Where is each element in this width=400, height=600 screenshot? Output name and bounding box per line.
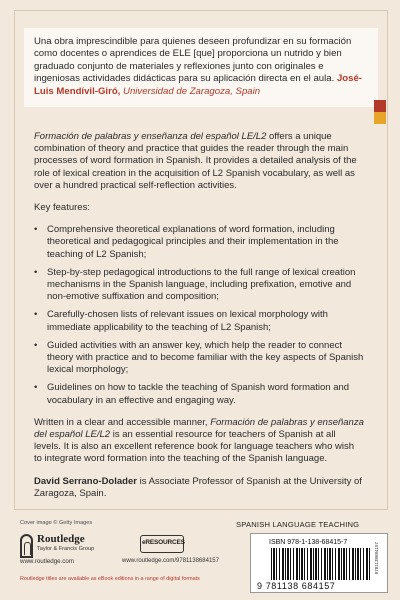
eresources-label: eRESOURCES — [142, 539, 185, 546]
endorsement-quote — [24, 28, 378, 107]
publisher-url[interactable]: www.routledge.com — [20, 558, 74, 565]
isbn-barcode — [250, 533, 388, 593]
intro-book-title: Formación de palabras y enseñanza del español LE/L2 — [34, 131, 267, 142]
intro-text: offers a unique combination of theory and practice that guides the reader through the main processes of word formation in Spanish. It provides a detailed analysis of the role of lexical creation in the acquisition of L2 Spanish vocabulary, as well as over a hundred practical self-reflection activities. — [34, 131, 357, 191]
publisher-subtitle: Taylor & Francis Group — [37, 546, 95, 552]
eresources-logo — [140, 535, 186, 557]
quote-author: José-Luis Mendívil-Giró, — [34, 73, 362, 97]
quote-text: Una obra imprescindible para quienes deseen profundizar en su formación como docentes o aprendices de ELE [que] proporciona un nutrido y bien graduado conjunto de materiales y reflexiones junto con originales e ingeniosas actividades didácticas para su aplicación directa en el aula. — [34, 36, 352, 85]
ebook-note: Routledge titles are available as eBook editions in a range of digital formats — [20, 576, 200, 582]
side-code — [372, 540, 384, 588]
eresources-url[interactable]: www.routledge.com/9781138684157 — [122, 558, 219, 564]
barcode-digits: 9 781138 684157 — [257, 581, 336, 591]
closing-paragraph — [34, 417, 364, 466]
author-bio — [34, 476, 364, 500]
feature-item: • Step-by-step pedagogical introductions to the full range of lexical creation mechanisms in the Spanish language, including prefixation, emotive and non-emotive suffixation and composition; — [34, 267, 364, 304]
series-name: SPANISH LANGUAGE TEACHING — [236, 520, 360, 529]
isbn-number: ISBN 978-1-138-68415-7 — [269, 539, 348, 546]
accent-square-yellow — [374, 112, 386, 124]
feature-item: • Comprehensive theoretical explanations of word formation, including theoretical and pedagogical principles and their implementation in the teaching of L2 Spanish; — [34, 224, 364, 261]
cover-credit: Cover image © Getty Images — [20, 520, 93, 526]
features-list — [34, 224, 364, 407]
bio-name: David Serrano-Dolader — [34, 475, 137, 487]
feature-item: • Guided activities with an answer key, which help the reader to connect theory with practice and to become familiar with the key aspects of Spanish lexical morphology; — [34, 340, 364, 377]
back-cover-footer — [0, 513, 400, 600]
barcode-bars — [271, 548, 371, 580]
feature-item: • Guidelines on how to tackle the teaching of Spanish word formation and vocabulary in an effective and engaging way. — [34, 382, 364, 406]
feature-item: • Carefully-chosen lists of relevant issues on lexical morphology with immediate applicability to the teaching of L2 Spanish; — [34, 309, 364, 333]
side-code-text: 9781138684157 — [374, 542, 379, 575]
back-cover-description — [34, 131, 364, 510]
routledge-arch-icon — [20, 534, 33, 558]
closing-pre: Written in a clear and accessible manner, — [34, 416, 211, 428]
bio-text: is Associate Professor of Spanish at the University of Zaragoza, Spain. — [34, 475, 362, 499]
intro-paragraph — [34, 131, 364, 192]
features-heading: Key features: — [34, 202, 90, 214]
publisher-name: Routledge — [37, 533, 85, 545]
closing-post: is an essential resource for teachers of Spanish at all levels. It is also an excellent reference book for language teachers who wish to integrate word formation into the teaching of the Spanish language. — [34, 429, 355, 465]
closing-book-title: Formación de palabras y enseñanza del español LE/L2 — [34, 416, 364, 441]
quote-affiliation: Universidad de Zaragoza, Spain — [123, 85, 261, 97]
accent-square-red — [374, 100, 386, 112]
